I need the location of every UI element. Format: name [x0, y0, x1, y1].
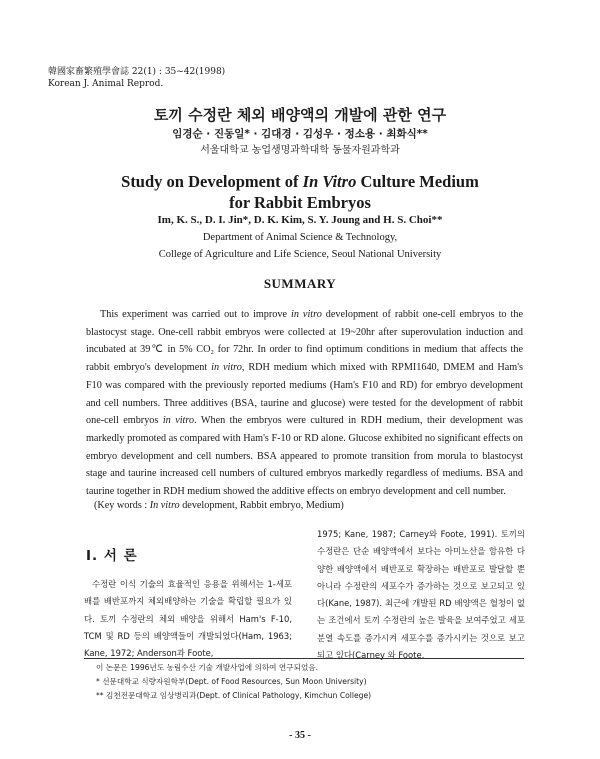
english-title-part2: Culture Medium	[356, 172, 479, 191]
english-authors: Im, K. S., D. I. Jin*, D. K. Kim, S. Y. Joung and H. S. Choi**	[157, 214, 443, 226]
korean-affiliation: 서울대학교 농업생명과학대학 동물자원과학과	[200, 145, 400, 156]
abstract-italic-1: in vitro	[291, 309, 322, 320]
english-title-part1: Study on Development of	[121, 172, 303, 191]
korean-authors: 임경순 · 진동일* · 김대경 · 김성우 · 정소용 · 최화식**	[172, 128, 428, 140]
section-heading-introduction: I. 서 론	[86, 548, 138, 564]
footnote-affiliation-2: ** 김천전문대학교 임상병리과(Dept. of Clinical Pathology, Kimchun College)	[96, 691, 372, 700]
english-title-line2: for Rabbit Embryos	[229, 193, 371, 212]
footnotes	[96, 661, 526, 703]
summary-abstract	[86, 306, 523, 501]
page-number: - 35 -	[289, 730, 311, 741]
english-affiliation	[0, 229, 600, 263]
journal-name-english: Korean J. Animal Reprod.	[48, 79, 164, 89]
footnote-funding: 이 논문은 1996년도 농림수산 기술 개발사업에 의하여 연구되었음.	[96, 663, 319, 672]
body-paragraph-right: 1975; Kane, 1987; Carney와 Foote, 1991). 토끼의 수정란은 단순 배양액에서 보다는 아미노산을 함유한 다양한 배양액에서 배반포로 확장하는 배반포로 발달할 뿐 아니라 수정란의 세포수가 증가하는 것으로 보고되고 있다(Kane, 1987). 최근에 개발된 RD 배양액은 혈청이 없는 조건에서 토끼 수정란의 높은 발육을 보여주었고 세포분열 속도를 증가시켜 세포수를 증가시키는 것으로 보고되고 있다(Carney 와 Foote,	[317, 529, 525, 661]
keywords-rest: development, Rabbit embryo, Medium)	[179, 500, 344, 511]
body-paragraph-left: 수정란 이식 기술의 효율적인 응용을 위해서는 1-세포배를 배반포까지 체외배양하는 기술을 확립할 필요가 있다. 토끼 수정란의 체외 배양을 위해서 Ham's F-10, TCM 및 RD 등의 배양액들이 개발되었다(Ham, 1963; Kane, 1972; Anderson과 Foote,	[84, 579, 292, 659]
abstract-text-1: This experiment was carried out to improve	[100, 309, 291, 320]
english-title-italic: In Vitro	[302, 172, 357, 191]
keywords-italic: In vitro	[149, 500, 180, 511]
english-affiliation-college: College of Agriculture and Life Science, Seoul National University	[158, 249, 442, 260]
abstract-text-3: , RDH medium which mixed with RPMI1640, DMEM and Ham's F10 was compared with the previously reported mediums (Ham's F10 and RD) for embryo development and cell numbers. Three additives (BSA, taurine and glucose) were tested for the development of rabbit one-cell embryos	[86, 362, 523, 427]
body-column-left	[84, 576, 292, 662]
korean-title: 토끼 수정란 체외 배양액의 개발에 관한 연구	[153, 106, 447, 124]
abstract-italic-3: in vitro	[162, 415, 195, 427]
footnote-divider	[84, 658, 524, 659]
summary-heading: SUMMARY	[263, 276, 337, 291]
english-affiliation-dept: Department of Animal Science & Technology,	[202, 232, 398, 243]
abstract-italic-2: in vitro	[211, 362, 242, 374]
abstract-text-2: development of rabbit one-cell embryos to the blastocyst stage. One-cell rabbit embryos were collected at 19~20hr after superovulation induction and incubated at 39℃ in 5% CO₂ for 72hr. In order to find optimum conditions in medium that affects the rabbit embryo's development	[86, 309, 523, 374]
journal-header	[48, 66, 225, 90]
footnote-affiliation-1: * 선문대학교 식량자원학부(Dept. of Food Resources, Sun Moon University)	[96, 677, 367, 686]
english-title	[0, 171, 600, 213]
keywords-label: (Key words :	[94, 500, 150, 511]
journal-citation: 韓國家畜繁殖學會誌 22(1) : 35~42(1998)	[48, 67, 226, 77]
keywords	[86, 500, 523, 511]
abstract-text-4: . When the embryos were cultured in RDH medium, their development was markedly promoted as compared with Ham's F-10 or RD alone. Glucose exhibited no significant effects on embryo development and cell numbers. BSA appeared to promote transition from morula to blastocyst stage and taurine increased cell numbers of cultured embryos markedly regardless of mediums. BSA and taurine together in RDH medium showed the additive effects on embryo development and cell number.	[86, 415, 523, 498]
body-column-right	[317, 526, 525, 664]
